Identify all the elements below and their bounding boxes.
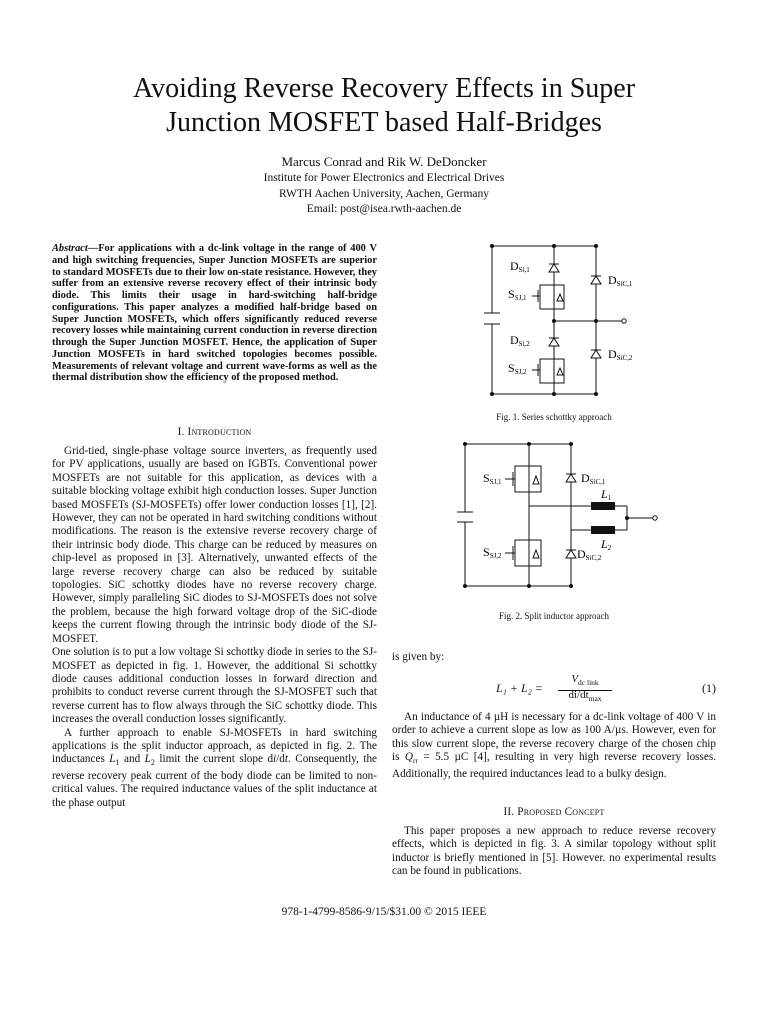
equation-lhs: L₁ + L₂ =	[496, 681, 543, 695]
equation-numerator: $V_{dc link}$	[558, 672, 612, 691]
label-dsic2: DSiC,2	[608, 347, 633, 362]
label-fig2-l1: L1	[601, 487, 612, 502]
equation-label: (1)	[702, 681, 716, 695]
intro-paragraph-1: Grid-tied, single-phase voltage source inverters, as frequently used for PV applications, usually are based on IGBTs. Conventional power MOSFETs are not suitable for this application, as devices with a suitable blocking voltage exhibit high conduction losses. Super Junction based MOSFETs (SJ-MOSFETs) offer lower conduction losses [1], [2]. However, they can not be operated in hard switching conditions without modifications. The reason is the extensive reverse recovery charge of their intrinsic body diode. This charge can be reduced by measures on chip-level as proposed in [3]. Alternatively, unwanted effects of the large reverse recovery charge can also be reduced by suitable topologies. SiC schottky diodes have no reverse recovery charge. However, simply paralleling SiC diodes to SJ-MOSFETs does not solve the problem, because the high forward voltage drop of the SiC-diode keeps the current flowing through the intrinsic body diode of the SJ-MOSFET.	[52, 445, 377, 645]
intro-paragraph-3: A further approach to enable SJ-MOSFETs in hard switching applications is the split inductor approach, as depicted in fig. 2. The inductances $L_1$ and $L_2$ limit the current slope di/dt. Consequently, the reverse recovery peak current of the body diode can be limited to non-critical values. The required inductance values of the split inductance at the phase output	[52, 726, 378, 809]
figure-2-caption: Fig. 2. Split inductor approach	[499, 611, 609, 621]
title-line-2: Junction MOSFET based Half-Bridges	[166, 107, 602, 138]
abstract	[52, 243, 377, 384]
equation-denominator: $di/dt_{max}$	[568, 689, 602, 704]
label-dsi1: DSi,1	[510, 259, 530, 274]
abstract-label: Abstract	[52, 243, 88, 254]
label-dsic1: DSiC,1	[608, 273, 633, 288]
abstract-text: —For applications with a dc-link voltage in the range of 400 V and high switching frequencies, Super Junction MOSFETs are superior to standard MOSFETs due to their low on-state resistance. However, they suffer from an extensive reverse recovery effect of their intrinsic body diode. This limits their usage in hard-switching half-bridge configurations. This paper analyzes a modified half-bridge based on Super Junction MOSFETs, which offers significantly reduced reverse recovery losses while maintaining current conduction in reverse direction through the Super Junction MOSFET. Hence, the application of Super Junction MOSFETs in hard switched topologies becomes possible. Measurements of relevant voltage and current wave-forms as well as the thermal distribution show the efficiency of the proposed method.	[52, 243, 377, 384]
affiliation	[100, 171, 668, 218]
section-heading-introduction: I. Introduction	[177, 426, 252, 438]
affiliation-institute: Institute for Power Electronics and Electrical Drives	[263, 172, 505, 184]
label-ssj2: SSJ,2	[508, 361, 527, 376]
label-fig2-dsic2: DSiC,2	[577, 547, 602, 562]
email: Email: post@isea.rwth-aachen.de	[306, 203, 462, 215]
figure-1-circuit	[478, 238, 633, 403]
right-paragraph-2: This paper proposes a new approach to reduce reverse recovery effects, which is depicted in fig. 3. A similar topology without split inductor is briefly mentioned in [5]. However. no experimental results can be found in publications.	[392, 825, 716, 878]
figure-1-caption: Fig. 1. Series schottky approach	[496, 412, 612, 422]
figure-2-circuit	[455, 436, 665, 596]
label-fig2-l2: L2	[601, 537, 612, 552]
label-ssj1: SSJ,1	[508, 287, 527, 302]
intro-paragraph-2: One solution is to put a low voltage Si schottky diode in series to the SJ-MOSFET as depicted in fig. 1. However, the additional Si schottky diode causes additional conduction losses in forward direction and prohibits to conduct reverse current through the SJ-MOSFET such that reverse current has to flow always through the SiC schottky diode. This increases the overall conduction losses significantly.	[52, 646, 377, 726]
copyright-footer: 978-1-4799-8586-9/15/$31.00 © 2015 IEEE	[281, 906, 487, 918]
label-fig2-ssj1: SSJ,1	[483, 471, 502, 486]
title-line-1: Avoiding Reverse Recovery Effects in Super	[132, 73, 636, 104]
text-is-given-by: is given by:	[392, 651, 445, 663]
label-fig2-ssj2: SSJ,2	[483, 545, 502, 560]
label-fig2-dsic1: DSiC,1	[581, 471, 606, 486]
paper-title	[60, 72, 708, 140]
label-dsi2: DSi,2	[510, 333, 530, 348]
authors: Marcus Conrad and Rik W. DeDoncker	[281, 154, 487, 169]
introduction-body	[52, 445, 377, 810]
right-paragraph-1: An inductance of 4 µH is necessary for a dc-link voltage of 400 V in order to achieve a current slope as low as 100 A/µs. However, even for this slow current slope, the reverse recovery charge of the chosen chip is $Q_{rr} = 5.5$ µC [4], resulting in very high reverse recovery losses. Additionally, the required inductances lead to a bulky design.	[392, 711, 716, 780]
section-heading-proposed-concept: II. Proposed Concept	[503, 806, 605, 818]
equation-1	[392, 672, 716, 706]
affiliation-university: RWTH Aachen University, Aachen, Germany	[278, 187, 490, 200]
